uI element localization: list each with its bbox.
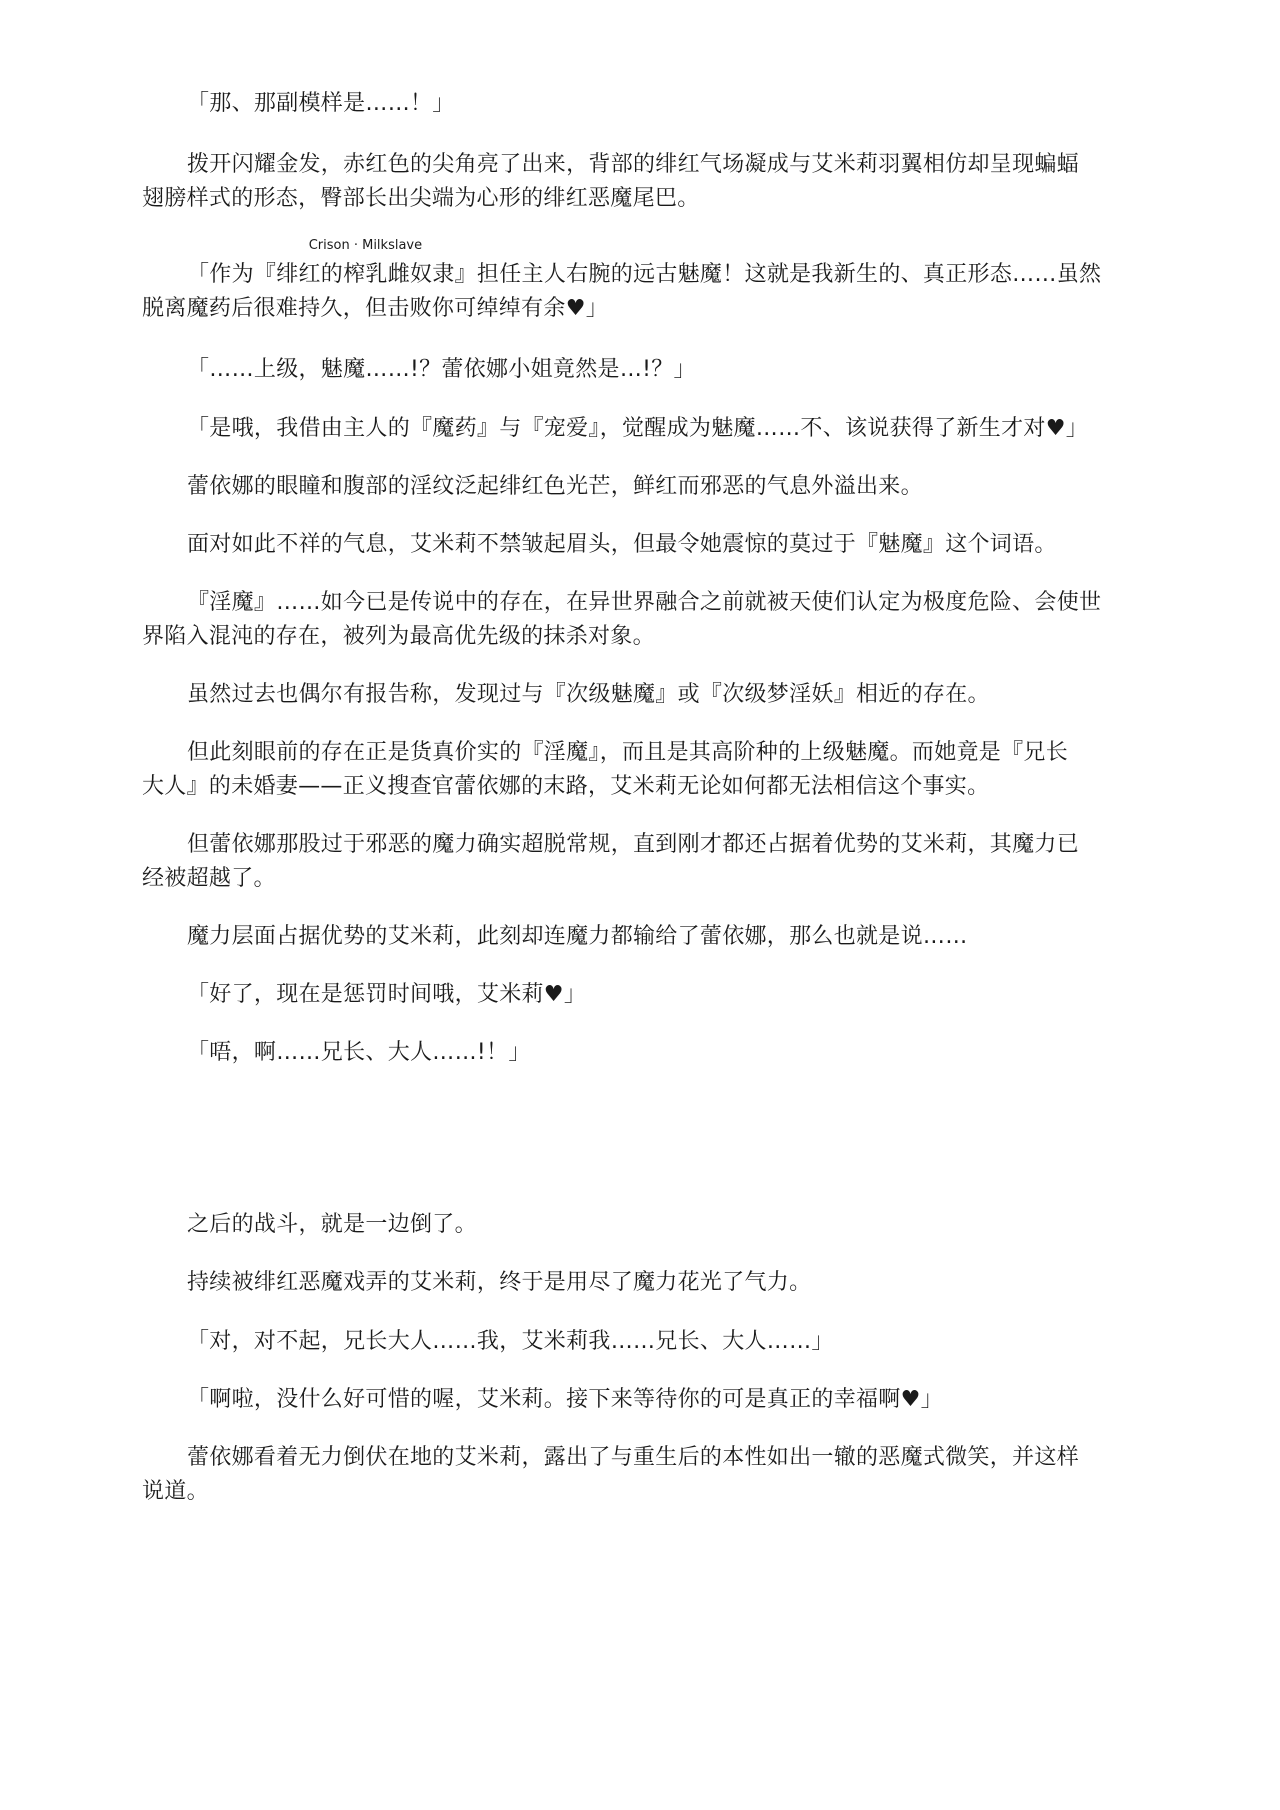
- paragraph-17: [142, 1325, 1117, 1359]
- paragraph-15: [142, 1208, 1117, 1242]
- paragraph-5: [142, 412, 1117, 446]
- paragraph-12: [142, 920, 1117, 954]
- paragraph-18: [142, 1383, 1117, 1417]
- text-line: 但蕾依娜那股过于邪恶的魔力确实超脱常规，直到刚才都还占据着优势的艾米莉，其魔力已: [187, 832, 1080, 857]
- text-line: [142, 238, 1117, 292]
- paragraph-1: [142, 87, 1117, 121]
- paragraph-4: [142, 353, 1117, 387]
- paragraph-2: [142, 148, 1117, 216]
- text-line: 「好了，现在是惩罚时间哦，艾米莉♥」: [187, 982, 587, 1007]
- paragraph-10: [142, 736, 1117, 804]
- paragraph-9: [142, 678, 1117, 712]
- ruby-base: 『绯红的榨乳雌奴隶』: [253, 262, 477, 287]
- text-line: 「那、那副模样是……！」: [187, 91, 455, 116]
- ruby-text: Crison · Milkslave: [308, 238, 423, 253]
- text-line: 说道。: [142, 1479, 209, 1504]
- paragraph-8: [142, 586, 1117, 654]
- paragraph-3: [142, 238, 1117, 326]
- text-line: 蕾依娜的眼瞳和腹部的淫纹泛起绯红色光芒，鲜红而邪恶的气息外溢出来。: [187, 474, 923, 499]
- text-segment: 「作为: [187, 262, 254, 287]
- text-line: 面对如此不祥的气息，艾米莉不禁皱起眉头，但最令她震惊的莫过于『魅魔』这个词语。: [187, 532, 1057, 557]
- text-line: 持续被绯红恶魔戏弄的艾米莉，终于是用尽了魔力花光了气力。: [187, 1270, 812, 1295]
- text-line: 脱离魔药后很难持久，但击败你可绰绰有余♥」: [142, 296, 609, 321]
- paragraph-6: [142, 470, 1117, 504]
- text-line: 界陷入混沌的存在，被列为最高优先级的抹杀对象。: [142, 624, 655, 649]
- paragraph-14: [142, 1036, 1117, 1070]
- paragraph-11: [142, 828, 1117, 896]
- text-line: 「啊啦，没什么好可惜的喔，艾米莉。接下来等待你的可是真正的幸福啊♥」: [187, 1387, 943, 1412]
- text-line: 蕾依娜看着无力倒伏在地的艾米莉，露出了与重生后的本性如出一辙的恶魔式微笑，并这样: [187, 1445, 1080, 1470]
- ruby-annotation: [253, 238, 477, 292]
- text-line: 「……上级，魅魔……!？蕾依娜小姐竟然是…!？」: [187, 357, 696, 382]
- text-line: 经被超越了。: [142, 866, 276, 891]
- text-line: 虽然过去也偶尔有报告称，发现过与『次级魅魔』或『次级梦淫妖』相近的存在。: [187, 682, 990, 707]
- text-line: 拨开闪耀金发，赤红色的尖角亮了出来，背部的绯红气场凝成与艾米莉羽翼相仿却呈现蝙蝠: [187, 152, 1080, 177]
- text-line: 魔力层面占据优势的艾米莉，此刻却连魔力都输给了蕾依娜，那么也就是说……: [187, 924, 968, 949]
- text-line: 大人』的未婚妻——正义搜查官蕾依娜的末路，艾米莉无论如何都无法相信这个事实。: [142, 774, 990, 799]
- paragraph-7: [142, 528, 1117, 562]
- paragraph-19: [142, 1441, 1117, 1509]
- text-segment: 担任主人右腕的远古魅魔！这就是我新生的、真正形态……虽然: [476, 262, 1102, 287]
- text-line: 「唔，啊……兄长、大人……!！」: [187, 1040, 531, 1065]
- text-line: 但此刻眼前的存在正是货真价实的『淫魔』，而且是其高阶种的上级魅魔。而她竟是『兄长: [187, 740, 1069, 765]
- paragraph-16: [142, 1266, 1117, 1300]
- paragraph-13: [142, 978, 1117, 1012]
- text-line: 「是哦，我借由主人的『魔药』与『宠爱』，觉醒成为魅魔……不、该说获得了新生才对♥」: [187, 416, 1089, 441]
- text-line: 之后的战斗，就是一边倒了。: [187, 1212, 477, 1237]
- text-line: 「对，对不起，兄长大人……我，艾米莉我……兄长、大人……」: [187, 1329, 834, 1354]
- text-line: 翅膀样式的形态，臀部长出尖端为心形的绯红恶魔尾巴。: [142, 186, 700, 211]
- text-line: 『淫魔』……如今已是传说中的存在，在异世界融合之前就被天使们认定为极度危险、会使世: [187, 590, 1102, 615]
